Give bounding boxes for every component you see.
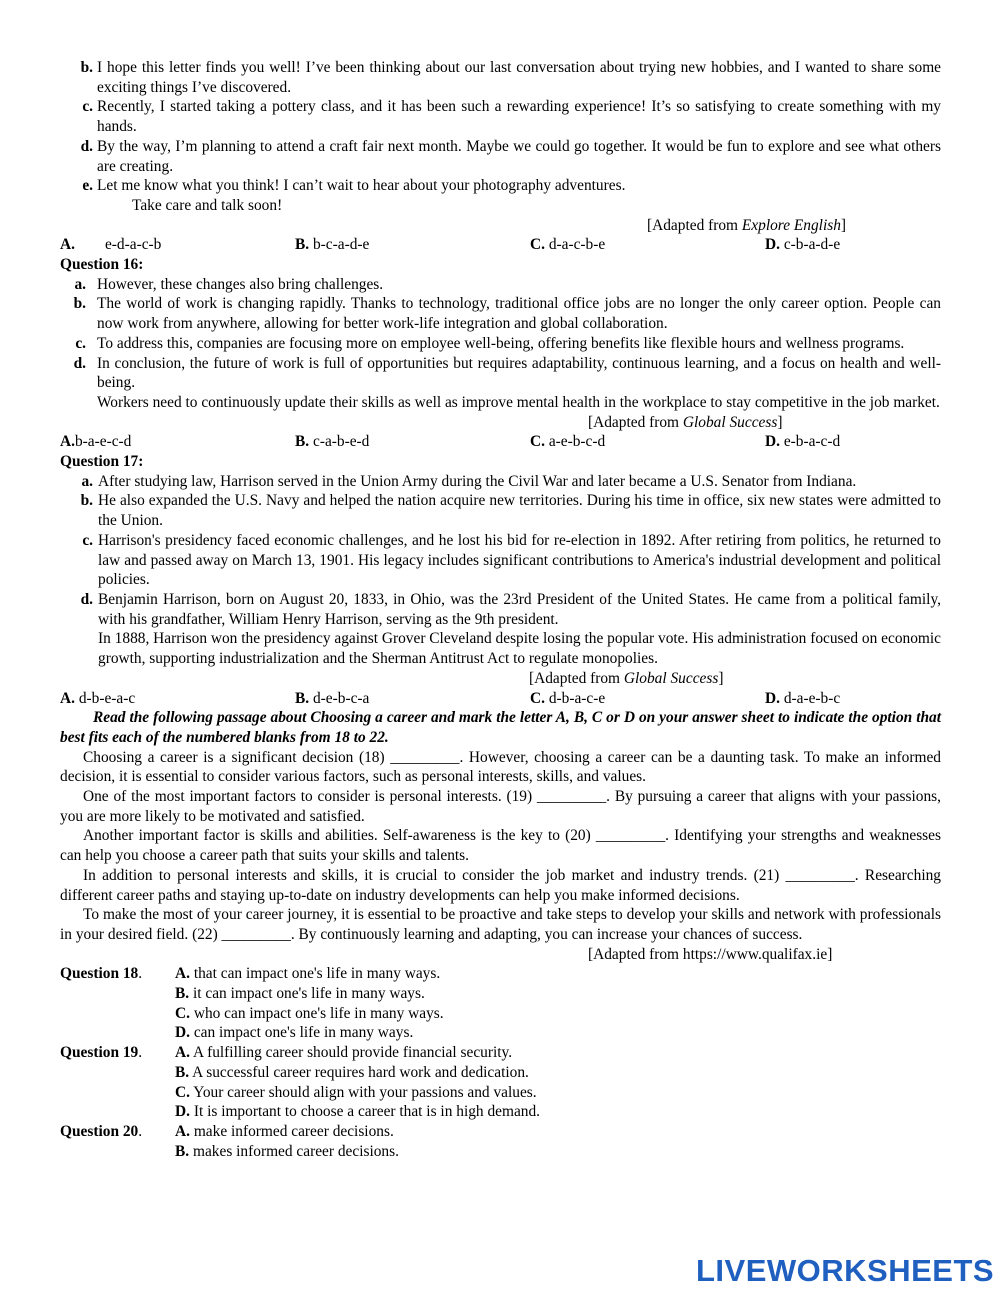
mcq-choice[interactable]: D. can impact one's life in many ways. [175,1024,414,1042]
item-text: After studying law, Harrison served in the Union Army during the Civil War and later became a U.S. Senator from Indiana. [98,472,857,490]
list-item [60,58,941,97]
list-item [60,531,941,590]
item-text: He also expanded the U.S. Navy and helped the nation acquire new territories. During his time in office, six new states were admitted to the Union. [98,492,941,530]
item-text: Harrison's presidency faced economic challenges, and he lost his bid for re-election in 1892. After retiring from politics, he returned to law and passed away on March 13, 1901. His legacy includes significant contributions to America's industrial development and political policies. [98,531,941,589]
answer-option[interactable]: D. d-a-e-b-c [765,689,841,707]
answer-option[interactable]: B. b-c-a-d-e [295,236,370,254]
question-label: Question 20. [60,1122,143,1140]
answer-option[interactable]: C. d-a-c-b-e [530,236,606,254]
item-text: By the way, I’m planning to attend a craft fair next month. Maybe we could go together. It would be fun to explore and see what others are creating. [97,137,941,175]
item-label: d. [80,590,93,608]
mcq-choice[interactable]: C. who can impact one's life in many ways. [175,1004,444,1022]
passage-paragraph: In addition to personal interests and skills, it is crucial to consider the job market and industry trends. (21) _________. Researching different career paths and staying up-to-date on industry developments can help you make informed decisions. [60,866,941,904]
list-item [60,137,941,176]
source-citation: [Adapted from Explore English] [647,216,847,234]
passage-paragraph: One of the most important factors to consider is personal interests. (19) _________. By pursuing a career that aligns with your passions, you are more likely to be motivated and satisfied. [60,788,941,825]
answer-option[interactable]: D. e-b-a-c-d [765,433,841,451]
question-label: Question 18. [60,965,143,983]
passage-paragraph: Choosing a career is a significant decision (18) _________. However, choosing a career can be a daunting task. To make an informed decision, it is essential to consider various factors, such as personal interests, skills, and values. [60,748,941,786]
item-label: d. [80,137,93,155]
liveworksheets-logo[interactable] [690,1253,995,1289]
mcq-question [60,1043,941,1122]
list-item [60,334,941,354]
letter-closing: Take care and talk soon! [132,196,283,214]
passage-paragraph: To make the most of your career journey, it is essential to be proactive and take steps to develop your skills and network with professionals in your desired field. (22) _________. By continuously learning and adapting, you can increase your chances of success. [60,906,941,943]
mcq-choice[interactable]: A. A fulfilling career should provide financial security. [175,1044,513,1062]
item-text: However, these changes also bring challenges. [97,275,384,293]
worksheet-page [60,58,941,1161]
item-text: To address this, companies are focusing more on employee well-being, offering benefits like flexible hours and wellness programs. [97,334,905,352]
answer-option[interactable]: A. e-d-a-c-b [60,236,162,254]
list-item [60,294,941,333]
item-label: c. [82,531,93,549]
answer-option[interactable]: B. d-e-b-c-a [295,689,370,707]
list-item [60,472,941,492]
list-item [60,590,941,669]
item-text: The world of work is changing rapidly. Thanks to technology, traditional office jobs are no longer the only career option. People can now work from anywhere, allowing for better work-life integration and global collaboration. [97,295,941,333]
item-label: a. [81,472,93,490]
item-label: d. [73,354,86,372]
mcq-choice[interactable]: B. makes informed career decisions. [175,1142,399,1160]
item-label: c. [82,98,93,116]
list-item [60,354,941,413]
list-item [60,491,941,530]
answer-options [60,235,941,255]
mcq-choice[interactable]: A. that can impact one's life in many ways. [175,965,441,983]
item-label: e. [82,177,93,195]
answer-option[interactable]: A.b-a-e-c-d [60,433,132,451]
source-citation: [Adapted from Global Success] [588,413,783,431]
mcq-choice[interactable]: D. It is important to choose a career that is in high demand. [175,1103,541,1121]
item-extra-text: Workers need to continuously update their skills as well as improve mental health in the workplace to stay competitive in the job market. [97,393,940,411]
mcq-choice[interactable]: B. A successful career requires hard work and dedication. [175,1063,529,1081]
mcq-choice[interactable]: C. Your career should align with your passions and values. [175,1083,537,1101]
item-text: Recently, I started taking a pottery class, and it has been such a rewarding experience! It’s so satisfying to create something with my hands. [97,98,941,136]
answer-option[interactable]: B. c-a-b-e-d [295,433,370,451]
answer-options [60,432,941,452]
passage-instruction: Read the following passage about Choosing a career and mark the letter A, B, C or D on your answer sheet to indicate the option that best fits each of the numbered blanks from 18 to 22. [60,709,941,746]
item-text: I hope this letter finds you well! I’ve been thinking about our last conversation about trying new hobbies, and I wanted to share some exciting things I’ve discovered. [97,59,941,96]
source-citation: [Adapted from Global Success] [529,669,724,687]
list-item [60,176,941,196]
mcq-question [60,1122,941,1161]
question-title: Question 17: [60,453,144,471]
answer-options [60,689,941,709]
list-item [60,275,941,295]
item-label: b. [80,492,93,510]
answer-option[interactable]: C. a-e-b-c-d [530,433,606,451]
item-text: Benjamin Harrison, born on August 20, 1833, in Ohio, was the 23rd President of the United States. He came from a political family, with his grandfather, William Henry Harrison, serving as the 9th president. [98,590,941,628]
item-extra-text: In 1888, Harrison won the presidency against Grover Cleveland despite losing the popular vote. His administration focused on economic growth, supporting industrialization and the Sherman Antitrust Act to regulate monopolies. [98,630,941,668]
answer-option[interactable]: A. d-b-e-a-c [60,689,136,707]
question-label: Question 19. [60,1044,143,1062]
logo-grid-icon [690,1258,692,1284]
mcq-question [60,964,941,1043]
mcq-choice[interactable]: B. it can impact one's life in many ways. [175,985,425,1003]
answer-option[interactable]: D. c-b-a-d-e [765,236,841,254]
list-item [60,97,941,136]
item-text: In conclusion, the future of work is full of opportunities but requires adaptability, continuous learning, and a focus on health and well-being. [97,354,941,392]
source-citation: [Adapted from https://www.qualifax.ie] [588,945,833,963]
item-label: b. [80,59,93,76]
item-label: c. [75,334,86,352]
item-label: b. [73,295,86,313]
item-text: Let me know what you think! I can’t wait to hear about your photography adventures. [97,177,626,195]
question-title: Question 16: [60,256,144,274]
answer-option[interactable]: C. d-b-a-c-e [530,689,606,707]
logo-text: LIVEWORKSHEETS [696,1253,995,1288]
mcq-choice[interactable]: A. make informed career decisions. [175,1122,394,1140]
q15-items [60,58,941,255]
item-label: a. [74,275,86,293]
passage-paragraph: Another important factor is skills and abilities. Self-awareness is the key to (20) _________. Identifying your strengths and weaknesses can help you choose a career path that suits your skills and talents. [60,827,941,865]
